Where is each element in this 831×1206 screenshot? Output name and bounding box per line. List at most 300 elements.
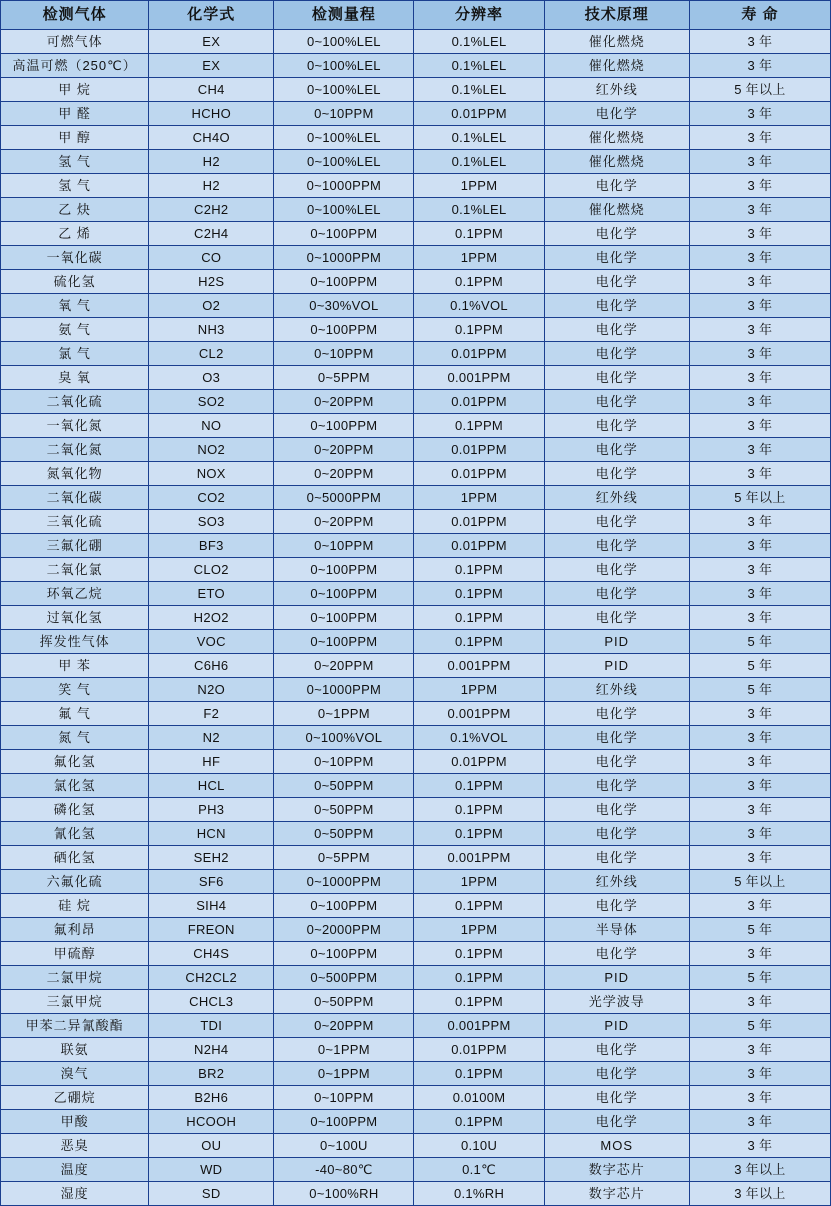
cell-resolution: 0.1%LEL	[414, 54, 544, 78]
cell-resolution: 0.1PPM	[414, 318, 544, 342]
cell-principle: 电化学	[544, 822, 689, 846]
cell-principle: 电化学	[544, 1062, 689, 1086]
cell-range: 0~100%VOL	[274, 726, 414, 750]
cell-formula: H2O2	[149, 606, 274, 630]
cell-formula: H2	[149, 174, 274, 198]
cell-resolution: 0.1PPM	[414, 894, 544, 918]
cell-gas-name: 氧 气	[1, 294, 149, 318]
cell-gas-name: 甲 醇	[1, 126, 149, 150]
cell-principle: 电化学	[544, 102, 689, 126]
cell-resolution: 0.1PPM	[414, 222, 544, 246]
cell-principle: 电化学	[544, 366, 689, 390]
cell-resolution: 0.1%LEL	[414, 126, 544, 150]
cell-resolution: 0.1PPM	[414, 822, 544, 846]
cell-resolution: 0.01PPM	[414, 462, 544, 486]
cell-lifetime: 3 年	[689, 1110, 830, 1134]
table-row	[1, 918, 831, 942]
table-row	[1, 1110, 831, 1134]
cell-resolution: 0.001PPM	[414, 702, 544, 726]
table-row	[1, 606, 831, 630]
table-row	[1, 366, 831, 390]
cell-formula: NO	[149, 414, 274, 438]
cell-formula: CHCL3	[149, 990, 274, 1014]
cell-range: 0~50PPM	[274, 822, 414, 846]
cell-principle: 电化学	[544, 294, 689, 318]
table-row	[1, 54, 831, 78]
cell-lifetime: 3 年	[689, 726, 830, 750]
cell-gas-name: 乙 炔	[1, 198, 149, 222]
cell-formula: HCL	[149, 774, 274, 798]
cell-lifetime: 3 年	[689, 342, 830, 366]
cell-gas-name: 氢 气	[1, 150, 149, 174]
cell-gas-name: 臭 氧	[1, 366, 149, 390]
table-row	[1, 870, 831, 894]
table-header-row	[1, 1, 831, 30]
cell-principle: 电化学	[544, 438, 689, 462]
cell-range: 0~50PPM	[274, 990, 414, 1014]
cell-resolution: 0.1PPM	[414, 582, 544, 606]
cell-formula: HCN	[149, 822, 274, 846]
cell-formula: BR2	[149, 1062, 274, 1086]
cell-lifetime: 3 年	[689, 102, 830, 126]
cell-principle: 电化学	[544, 1038, 689, 1062]
cell-resolution: 0.01PPM	[414, 102, 544, 126]
cell-range: 0~1000PPM	[274, 246, 414, 270]
cell-lifetime: 3 年	[689, 798, 830, 822]
cell-resolution: 0.01PPM	[414, 390, 544, 414]
cell-principle: 电化学	[544, 750, 689, 774]
table-row	[1, 414, 831, 438]
cell-lifetime: 3 年以上	[689, 1158, 830, 1182]
column-header-formula: 化学式	[149, 1, 274, 30]
cell-range: 0~20PPM	[274, 654, 414, 678]
cell-resolution: 0.1PPM	[414, 558, 544, 582]
cell-range: 0~20PPM	[274, 462, 414, 486]
cell-resolution: 0.1PPM	[414, 606, 544, 630]
cell-range: 0~10PPM	[274, 342, 414, 366]
cell-gas-name: 氨 气	[1, 318, 149, 342]
cell-formula: SO2	[149, 390, 274, 414]
cell-formula: OU	[149, 1134, 274, 1158]
cell-formula: SD	[149, 1182, 274, 1206]
cell-lifetime: 5 年	[689, 678, 830, 702]
cell-lifetime: 3 年	[689, 774, 830, 798]
cell-formula: CH4O	[149, 126, 274, 150]
cell-formula: HF	[149, 750, 274, 774]
cell-lifetime: 3 年	[689, 702, 830, 726]
cell-gas-name: 高温可燃（250℃）	[1, 54, 149, 78]
cell-range: 0~10PPM	[274, 102, 414, 126]
cell-formula: TDI	[149, 1014, 274, 1038]
cell-formula: CO	[149, 246, 274, 270]
cell-resolution: 0.1PPM	[414, 630, 544, 654]
table-row	[1, 726, 831, 750]
cell-formula: CH4	[149, 78, 274, 102]
table-row	[1, 1158, 831, 1182]
cell-range: 0~1PPM	[274, 1038, 414, 1062]
cell-gas-name: 氯 气	[1, 342, 149, 366]
cell-range: 0~1000PPM	[274, 870, 414, 894]
table-row	[1, 582, 831, 606]
cell-lifetime: 3 年	[689, 1134, 830, 1158]
cell-resolution: 0.01PPM	[414, 750, 544, 774]
cell-range: 0~100%LEL	[274, 78, 414, 102]
table-row	[1, 678, 831, 702]
table-row	[1, 390, 831, 414]
cell-resolution: 0.0100M	[414, 1086, 544, 1110]
cell-gas-name: 过氧化氢	[1, 606, 149, 630]
cell-lifetime: 3 年	[689, 222, 830, 246]
cell-lifetime: 3 年	[689, 1038, 830, 1062]
cell-principle: 电化学	[544, 606, 689, 630]
cell-range: 0~20PPM	[274, 390, 414, 414]
cell-resolution: 0.1%VOL	[414, 726, 544, 750]
cell-principle: 电化学	[544, 222, 689, 246]
cell-formula: BF3	[149, 534, 274, 558]
cell-lifetime: 3 年	[689, 1062, 830, 1086]
cell-resolution: 0.01PPM	[414, 534, 544, 558]
cell-formula: HCHO	[149, 102, 274, 126]
cell-resolution: 0.1PPM	[414, 414, 544, 438]
cell-gas-name: 六氟化硫	[1, 870, 149, 894]
cell-range: 0~100%LEL	[274, 30, 414, 54]
cell-gas-name: 乙 烯	[1, 222, 149, 246]
cell-lifetime: 3 年	[689, 894, 830, 918]
cell-principle: 电化学	[544, 894, 689, 918]
cell-gas-name: 氟利昂	[1, 918, 149, 942]
cell-principle: 电化学	[544, 390, 689, 414]
cell-lifetime: 3 年	[689, 270, 830, 294]
table-row	[1, 30, 831, 54]
cell-gas-name: 二氧化硫	[1, 390, 149, 414]
table-row	[1, 966, 831, 990]
cell-resolution: 0.001PPM	[414, 846, 544, 870]
cell-formula: ETO	[149, 582, 274, 606]
cell-resolution: 0.1%LEL	[414, 78, 544, 102]
cell-range: 0~100PPM	[274, 222, 414, 246]
cell-resolution: 0.1PPM	[414, 270, 544, 294]
cell-principle: 催化燃烧	[544, 30, 689, 54]
cell-range: 0~5000PPM	[274, 486, 414, 510]
cell-lifetime: 3 年	[689, 1086, 830, 1110]
table-row	[1, 462, 831, 486]
cell-formula: N2H4	[149, 1038, 274, 1062]
cell-gas-name: 甲 苯	[1, 654, 149, 678]
cell-gas-name: 湿度	[1, 1182, 149, 1206]
cell-principle: PID	[544, 630, 689, 654]
cell-principle: 电化学	[544, 534, 689, 558]
cell-principle: 电化学	[544, 726, 689, 750]
cell-lifetime: 3 年	[689, 558, 830, 582]
cell-lifetime: 5 年以上	[689, 486, 830, 510]
cell-lifetime: 3 年	[689, 366, 830, 390]
cell-principle: 电化学	[544, 846, 689, 870]
table-row	[1, 630, 831, 654]
cell-principle: 电化学	[544, 582, 689, 606]
table-row	[1, 78, 831, 102]
cell-resolution: 0.1%LEL	[414, 150, 544, 174]
cell-principle: PID	[544, 1014, 689, 1038]
table-row	[1, 822, 831, 846]
cell-principle: 电化学	[544, 942, 689, 966]
cell-resolution: 0.001PPM	[414, 366, 544, 390]
cell-principle: 电化学	[544, 774, 689, 798]
cell-gas-name: 挥发性气体	[1, 630, 149, 654]
cell-range: 0~10PPM	[274, 534, 414, 558]
cell-formula: H2	[149, 150, 274, 174]
cell-lifetime: 3 年	[689, 750, 830, 774]
cell-principle: 电化学	[544, 270, 689, 294]
table-row	[1, 222, 831, 246]
cell-lifetime: 5 年	[689, 966, 830, 990]
cell-resolution: 0.1PPM	[414, 966, 544, 990]
table-row	[1, 798, 831, 822]
table-row	[1, 150, 831, 174]
cell-range: 0~100U	[274, 1134, 414, 1158]
cell-range: 0~100%LEL	[274, 150, 414, 174]
cell-principle: 数字芯片	[544, 1182, 689, 1206]
table-row	[1, 246, 831, 270]
table-row	[1, 510, 831, 534]
cell-resolution: 0.1%RH	[414, 1182, 544, 1206]
cell-gas-name: 一氧化氮	[1, 414, 149, 438]
cell-range: 0~100PPM	[274, 630, 414, 654]
cell-range: 0~100PPM	[274, 414, 414, 438]
cell-gas-name: 硫化氢	[1, 270, 149, 294]
cell-range: 0~10PPM	[274, 750, 414, 774]
cell-gas-name: 氟 气	[1, 702, 149, 726]
cell-lifetime: 3 年	[689, 462, 830, 486]
table-row	[1, 270, 831, 294]
cell-principle: 电化学	[544, 558, 689, 582]
cell-gas-name: 甲硫醇	[1, 942, 149, 966]
column-header-range: 检测量程	[274, 1, 414, 30]
cell-formula: VOC	[149, 630, 274, 654]
cell-principle: 催化燃烧	[544, 198, 689, 222]
cell-range: 0~20PPM	[274, 1014, 414, 1038]
cell-principle: MOS	[544, 1134, 689, 1158]
table-row	[1, 174, 831, 198]
cell-range: 0~20PPM	[274, 510, 414, 534]
cell-gas-name: 温度	[1, 1158, 149, 1182]
cell-gas-name: 甲 醛	[1, 102, 149, 126]
table-row	[1, 1038, 831, 1062]
cell-gas-name: 二氧化氯	[1, 558, 149, 582]
cell-principle: 电化学	[544, 462, 689, 486]
cell-principle: 催化燃烧	[544, 126, 689, 150]
cell-range: 0~20PPM	[274, 438, 414, 462]
column-header-principle: 技术原理	[544, 1, 689, 30]
cell-lifetime: 3 年以上	[689, 1182, 830, 1206]
cell-range: 0~100PPM	[274, 582, 414, 606]
cell-principle: 电化学	[544, 702, 689, 726]
cell-range: 0~5PPM	[274, 366, 414, 390]
cell-gas-name: 氮 气	[1, 726, 149, 750]
cell-gas-name: 乙硼烷	[1, 1086, 149, 1110]
cell-formula: CO2	[149, 486, 274, 510]
cell-lifetime: 3 年	[689, 822, 830, 846]
cell-formula: C6H6	[149, 654, 274, 678]
cell-formula: CH2CL2	[149, 966, 274, 990]
cell-formula: N2O	[149, 678, 274, 702]
table-row	[1, 750, 831, 774]
cell-formula: CL2	[149, 342, 274, 366]
cell-formula: N2	[149, 726, 274, 750]
cell-lifetime: 3 年	[689, 54, 830, 78]
table-row	[1, 774, 831, 798]
cell-range: 0~100PPM	[274, 606, 414, 630]
cell-range: 0~100PPM	[274, 942, 414, 966]
cell-lifetime: 3 年	[689, 246, 830, 270]
cell-principle: PID	[544, 966, 689, 990]
table-row	[1, 294, 831, 318]
cell-gas-name: 氟化氢	[1, 750, 149, 774]
cell-principle: 电化学	[544, 1086, 689, 1110]
cell-lifetime: 3 年	[689, 414, 830, 438]
cell-formula: FREON	[149, 918, 274, 942]
cell-lifetime: 5 年	[689, 1014, 830, 1038]
cell-range: 0~5PPM	[274, 846, 414, 870]
table-row	[1, 558, 831, 582]
cell-lifetime: 3 年	[689, 198, 830, 222]
table-row	[1, 702, 831, 726]
cell-lifetime: 3 年	[689, 438, 830, 462]
cell-resolution: 1PPM	[414, 870, 544, 894]
cell-resolution: 0.1%VOL	[414, 294, 544, 318]
cell-principle: 红外线	[544, 486, 689, 510]
cell-resolution: 1PPM	[414, 918, 544, 942]
cell-range: 0~10PPM	[274, 1086, 414, 1110]
table-row	[1, 990, 831, 1014]
cell-formula: CLO2	[149, 558, 274, 582]
cell-principle: 电化学	[544, 1110, 689, 1134]
column-header-resolution: 分辨率	[414, 1, 544, 30]
cell-lifetime: 3 年	[689, 582, 830, 606]
table-row	[1, 534, 831, 558]
cell-formula: EX	[149, 30, 274, 54]
cell-principle: 催化燃烧	[544, 54, 689, 78]
cell-lifetime: 3 年	[689, 126, 830, 150]
cell-resolution: 0.1PPM	[414, 1110, 544, 1134]
cell-range: 0~50PPM	[274, 774, 414, 798]
cell-range: 0~30%VOL	[274, 294, 414, 318]
cell-range: 0~1PPM	[274, 1062, 414, 1086]
cell-range: 0~1000PPM	[274, 174, 414, 198]
cell-principle: 红外线	[544, 78, 689, 102]
cell-principle: 半导体	[544, 918, 689, 942]
cell-resolution: 0.1℃	[414, 1158, 544, 1182]
cell-lifetime: 3 年	[689, 318, 830, 342]
cell-formula: C2H2	[149, 198, 274, 222]
cell-principle: 电化学	[544, 174, 689, 198]
cell-gas-name: 硒化氢	[1, 846, 149, 870]
cell-resolution: 0.1PPM	[414, 798, 544, 822]
cell-lifetime: 5 年以上	[689, 78, 830, 102]
cell-gas-name: 三氯甲烷	[1, 990, 149, 1014]
cell-gas-name: 二氯甲烷	[1, 966, 149, 990]
cell-lifetime: 5 年	[689, 654, 830, 678]
cell-formula: C2H4	[149, 222, 274, 246]
table-row	[1, 198, 831, 222]
cell-gas-name: 甲酸	[1, 1110, 149, 1134]
cell-range: 0~1PPM	[274, 702, 414, 726]
cell-lifetime: 3 年	[689, 390, 830, 414]
table-row	[1, 1086, 831, 1110]
cell-range: 0~100%RH	[274, 1182, 414, 1206]
cell-gas-name: 三氟化硼	[1, 534, 149, 558]
cell-gas-name: 二氧化碳	[1, 486, 149, 510]
cell-principle: 催化燃烧	[544, 150, 689, 174]
cell-range: 0~100PPM	[274, 1110, 414, 1134]
cell-resolution: 0.001PPM	[414, 654, 544, 678]
cell-range: 0~100%LEL	[274, 126, 414, 150]
cell-gas-name: 氮氧化物	[1, 462, 149, 486]
cell-resolution: 0.01PPM	[414, 1038, 544, 1062]
cell-gas-name: 环氧乙烷	[1, 582, 149, 606]
cell-resolution: 0.1PPM	[414, 1062, 544, 1086]
cell-formula: SO3	[149, 510, 274, 534]
cell-lifetime: 3 年	[689, 294, 830, 318]
cell-range: 0~100PPM	[274, 894, 414, 918]
cell-range: 0~2000PPM	[274, 918, 414, 942]
cell-gas-name: 二氧化氮	[1, 438, 149, 462]
cell-resolution: 0.1%LEL	[414, 30, 544, 54]
cell-principle: 电化学	[544, 342, 689, 366]
cell-resolution: 1PPM	[414, 246, 544, 270]
table-row	[1, 342, 831, 366]
cell-resolution: 0.1%LEL	[414, 198, 544, 222]
cell-resolution: 0.01PPM	[414, 510, 544, 534]
cell-formula: O3	[149, 366, 274, 390]
cell-formula: NO2	[149, 438, 274, 462]
cell-range: 0~500PPM	[274, 966, 414, 990]
table-body	[1, 30, 831, 1206]
cell-lifetime: 3 年	[689, 30, 830, 54]
cell-range: 0~100PPM	[274, 318, 414, 342]
table-row	[1, 1014, 831, 1038]
cell-principle: 红外线	[544, 870, 689, 894]
cell-gas-name: 联氨	[1, 1038, 149, 1062]
cell-range: -40~80℃	[274, 1158, 414, 1182]
cell-formula: WD	[149, 1158, 274, 1182]
table-row	[1, 1134, 831, 1158]
cell-gas-name: 甲 烷	[1, 78, 149, 102]
cell-gas-name: 氯化氢	[1, 774, 149, 798]
cell-resolution: 1PPM	[414, 174, 544, 198]
cell-lifetime: 3 年	[689, 510, 830, 534]
cell-principle: 数字芯片	[544, 1158, 689, 1182]
cell-lifetime: 3 年	[689, 942, 830, 966]
cell-resolution: 1PPM	[414, 486, 544, 510]
cell-principle: 电化学	[544, 246, 689, 270]
cell-gas-name: 氢 气	[1, 174, 149, 198]
cell-range: 0~1000PPM	[274, 678, 414, 702]
column-header-gas: 检测气体	[1, 1, 149, 30]
cell-lifetime: 3 年	[689, 534, 830, 558]
cell-formula: NH3	[149, 318, 274, 342]
cell-formula: B2H6	[149, 1086, 274, 1110]
cell-formula: PH3	[149, 798, 274, 822]
table-row	[1, 654, 831, 678]
cell-formula: SEH2	[149, 846, 274, 870]
table-row	[1, 894, 831, 918]
cell-gas-name: 笑 气	[1, 678, 149, 702]
cell-resolution: 0.1PPM	[414, 990, 544, 1014]
cell-lifetime: 3 年	[689, 150, 830, 174]
cell-formula: EX	[149, 54, 274, 78]
cell-formula: NOX	[149, 462, 274, 486]
cell-principle: 光学波导	[544, 990, 689, 1014]
